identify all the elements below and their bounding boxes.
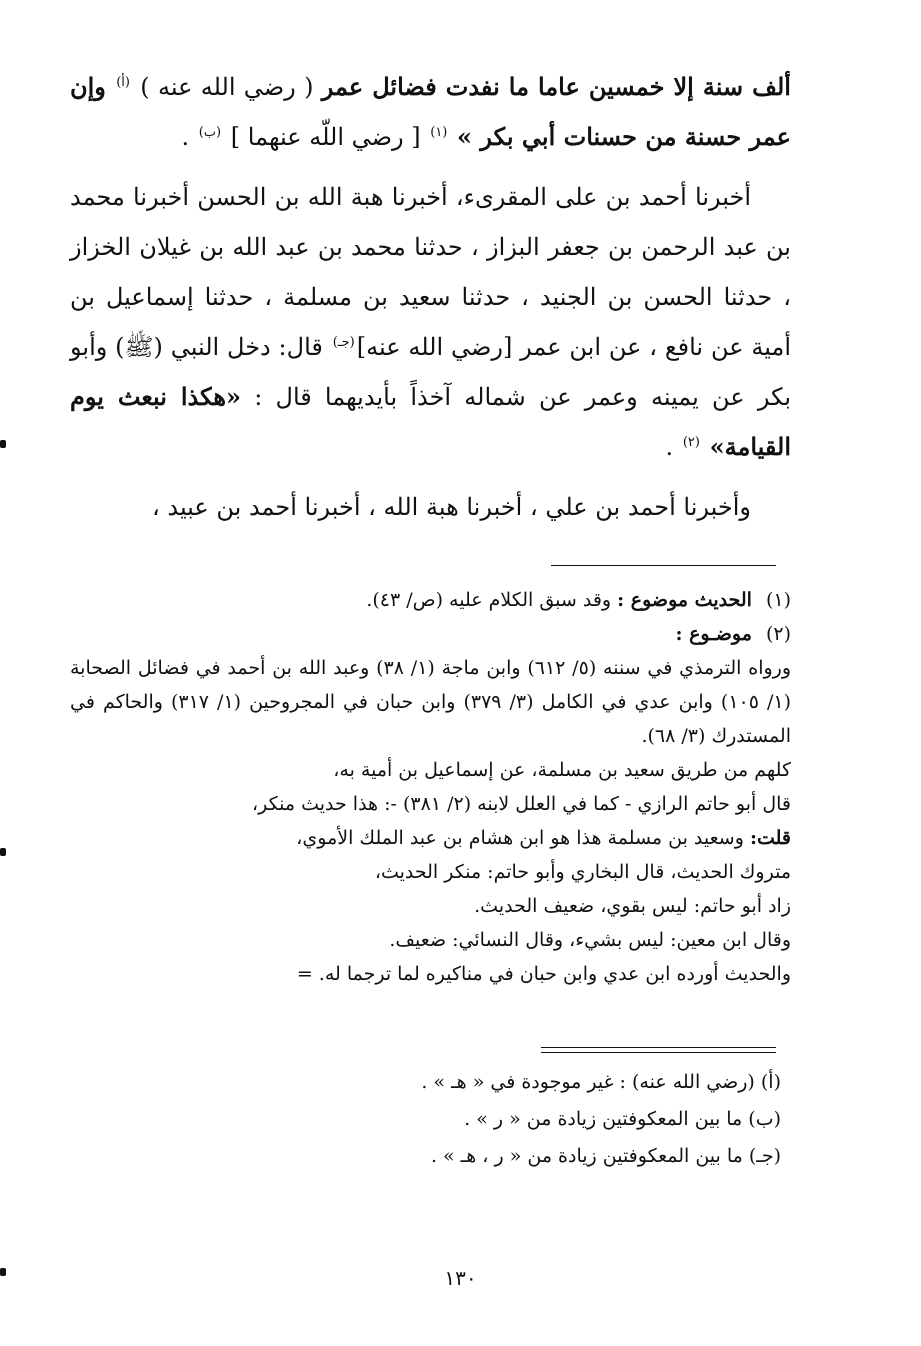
footnote-separator [551,565,776,566]
footnote-2-line: متروك الحديث، قال البخاري وأبو حاتم: منكر الحديث، [374,861,791,883]
footnote-2-qult: قلت: [749,827,791,849]
paragraph-2 [70,172,791,472]
footnote-1-text: وقد سبق الكلام عليه (ص/ ٤٣). [366,589,612,611]
footnotes [70,583,791,991]
p1-text-c: وإن عمر حسنة من حسنات أبي بكر » [70,72,791,151]
p2-text-c: . [665,433,674,461]
p1-ref-a: (أ) [116,75,130,90]
p1-text-e: . [181,123,190,151]
p1-ref-b: (ب) [198,125,222,140]
p1-ref-1: (١) [430,125,448,140]
footnote-2-head: موضـوع : [675,623,752,645]
footnote-2-number: (٢) [765,623,791,645]
footnote-2-line: ورواه الترمذي في سننه (٥/ ٦١٢) وابن ماجة (١/ ٣٨) وعبد الله بن أحمد في فضائل الصحابة (١/ ١٠٥) وابن عدي في الكامل (٣/ ٣٧٩) وابن حبان في المجروحين (١/ ٣١٧) والحاكم في المستدرك (٣/ ٦٨). [70,657,792,747]
p1-text-d: [ رضي اللّه عنهما ] [230,123,421,151]
note-b: (ب) ما بين المعكوفتين زيادة من « ر » . [464,1108,781,1130]
footnote-1-number: (١) [765,589,791,611]
footnote-2-qult-line [70,821,791,855]
paragraph-3: وأخبرنا أحمد بن علي ، أخبرنا هبة الله ، أخبرنا أحمد بن عبيد ، [151,493,751,521]
editorial-notes [140,1064,781,1175]
footnote-2-line: والحديث أورده ابن عدي وابن حبان في مناكيره لما ترجما له. = [296,963,791,985]
footnote-2 [70,617,791,651]
footnote-2-line: زاد أبو حاتم: ليس بقوي، ضعيف الحديث. [474,895,791,917]
note-a: (أ) (رضي الله عنه) : غير موجودة في « هـ » . [421,1071,781,1093]
note-j: (جـ) ما بين المعكوفتين زيادة من « ر ، هـ » . [430,1145,781,1167]
p2-quote: «هكذا نبعث يوم القيامة» [70,382,791,461]
footnote-1 [70,583,791,617]
p1-text-b: ( رضي الله عنه ) [140,73,314,101]
p2-ref-2: (٢) [682,435,700,450]
page-number: ١٣٠ [444,1266,477,1290]
notes-separator [541,1047,776,1053]
edge-mark [0,848,6,856]
footnote-2-line: وقال ابن معين: ليس بشيء، وقال النسائي: ضعيف. [389,929,791,951]
footnote-2-line: كلهم من طريق سعيد بن مسلمة، عن إسماعيل بن أمية به، [333,759,791,781]
p1-text-a: ألف سنة إلا خمسين عاما ما نفدت فضائل عمر [321,72,791,101]
footnote-1-head: الحديث موضوع : [617,589,752,611]
edge-mark [0,1268,6,1276]
paragraph-1 [70,62,791,162]
main-text [70,62,791,532]
footnote-2-qult-text: وسعيد بن مسلمة هذا هو ابن هشام بن عبد الملك الأموي، [296,827,744,849]
p2-text-b: قال: دخل النبي (ﷺ) وأبو بكر عن يمينه وعمر عن شماله آخذاً بأيديهما قال : [70,333,792,411]
p2-text-a: أخبرنا أحمد بن على المقرىء، أخبرنا هبة الله بن الحسن أخبرنا محمد بن عبد الرحمن بن جعفر البزاز ، حدثنا محمد بن عبد الله بن غيلان الخزاز ، حدثنا الحسن بن الجنيد ، حدثنا سعيد بن مسلمة ، حدثنا إسماعيل بن أمية عن نافع ، عن ابن عمر [رضي الله عنه] [70,183,792,361]
p2-ref-j: (جـ) [332,335,355,350]
footnote-2-line: قال أبو حاتم الرازي - كما في العلل لابنه (٢/ ٣٨١) -: هذا حديث منكر، [252,793,791,815]
edge-mark [0,440,6,448]
footnote-2-body [70,651,791,991]
